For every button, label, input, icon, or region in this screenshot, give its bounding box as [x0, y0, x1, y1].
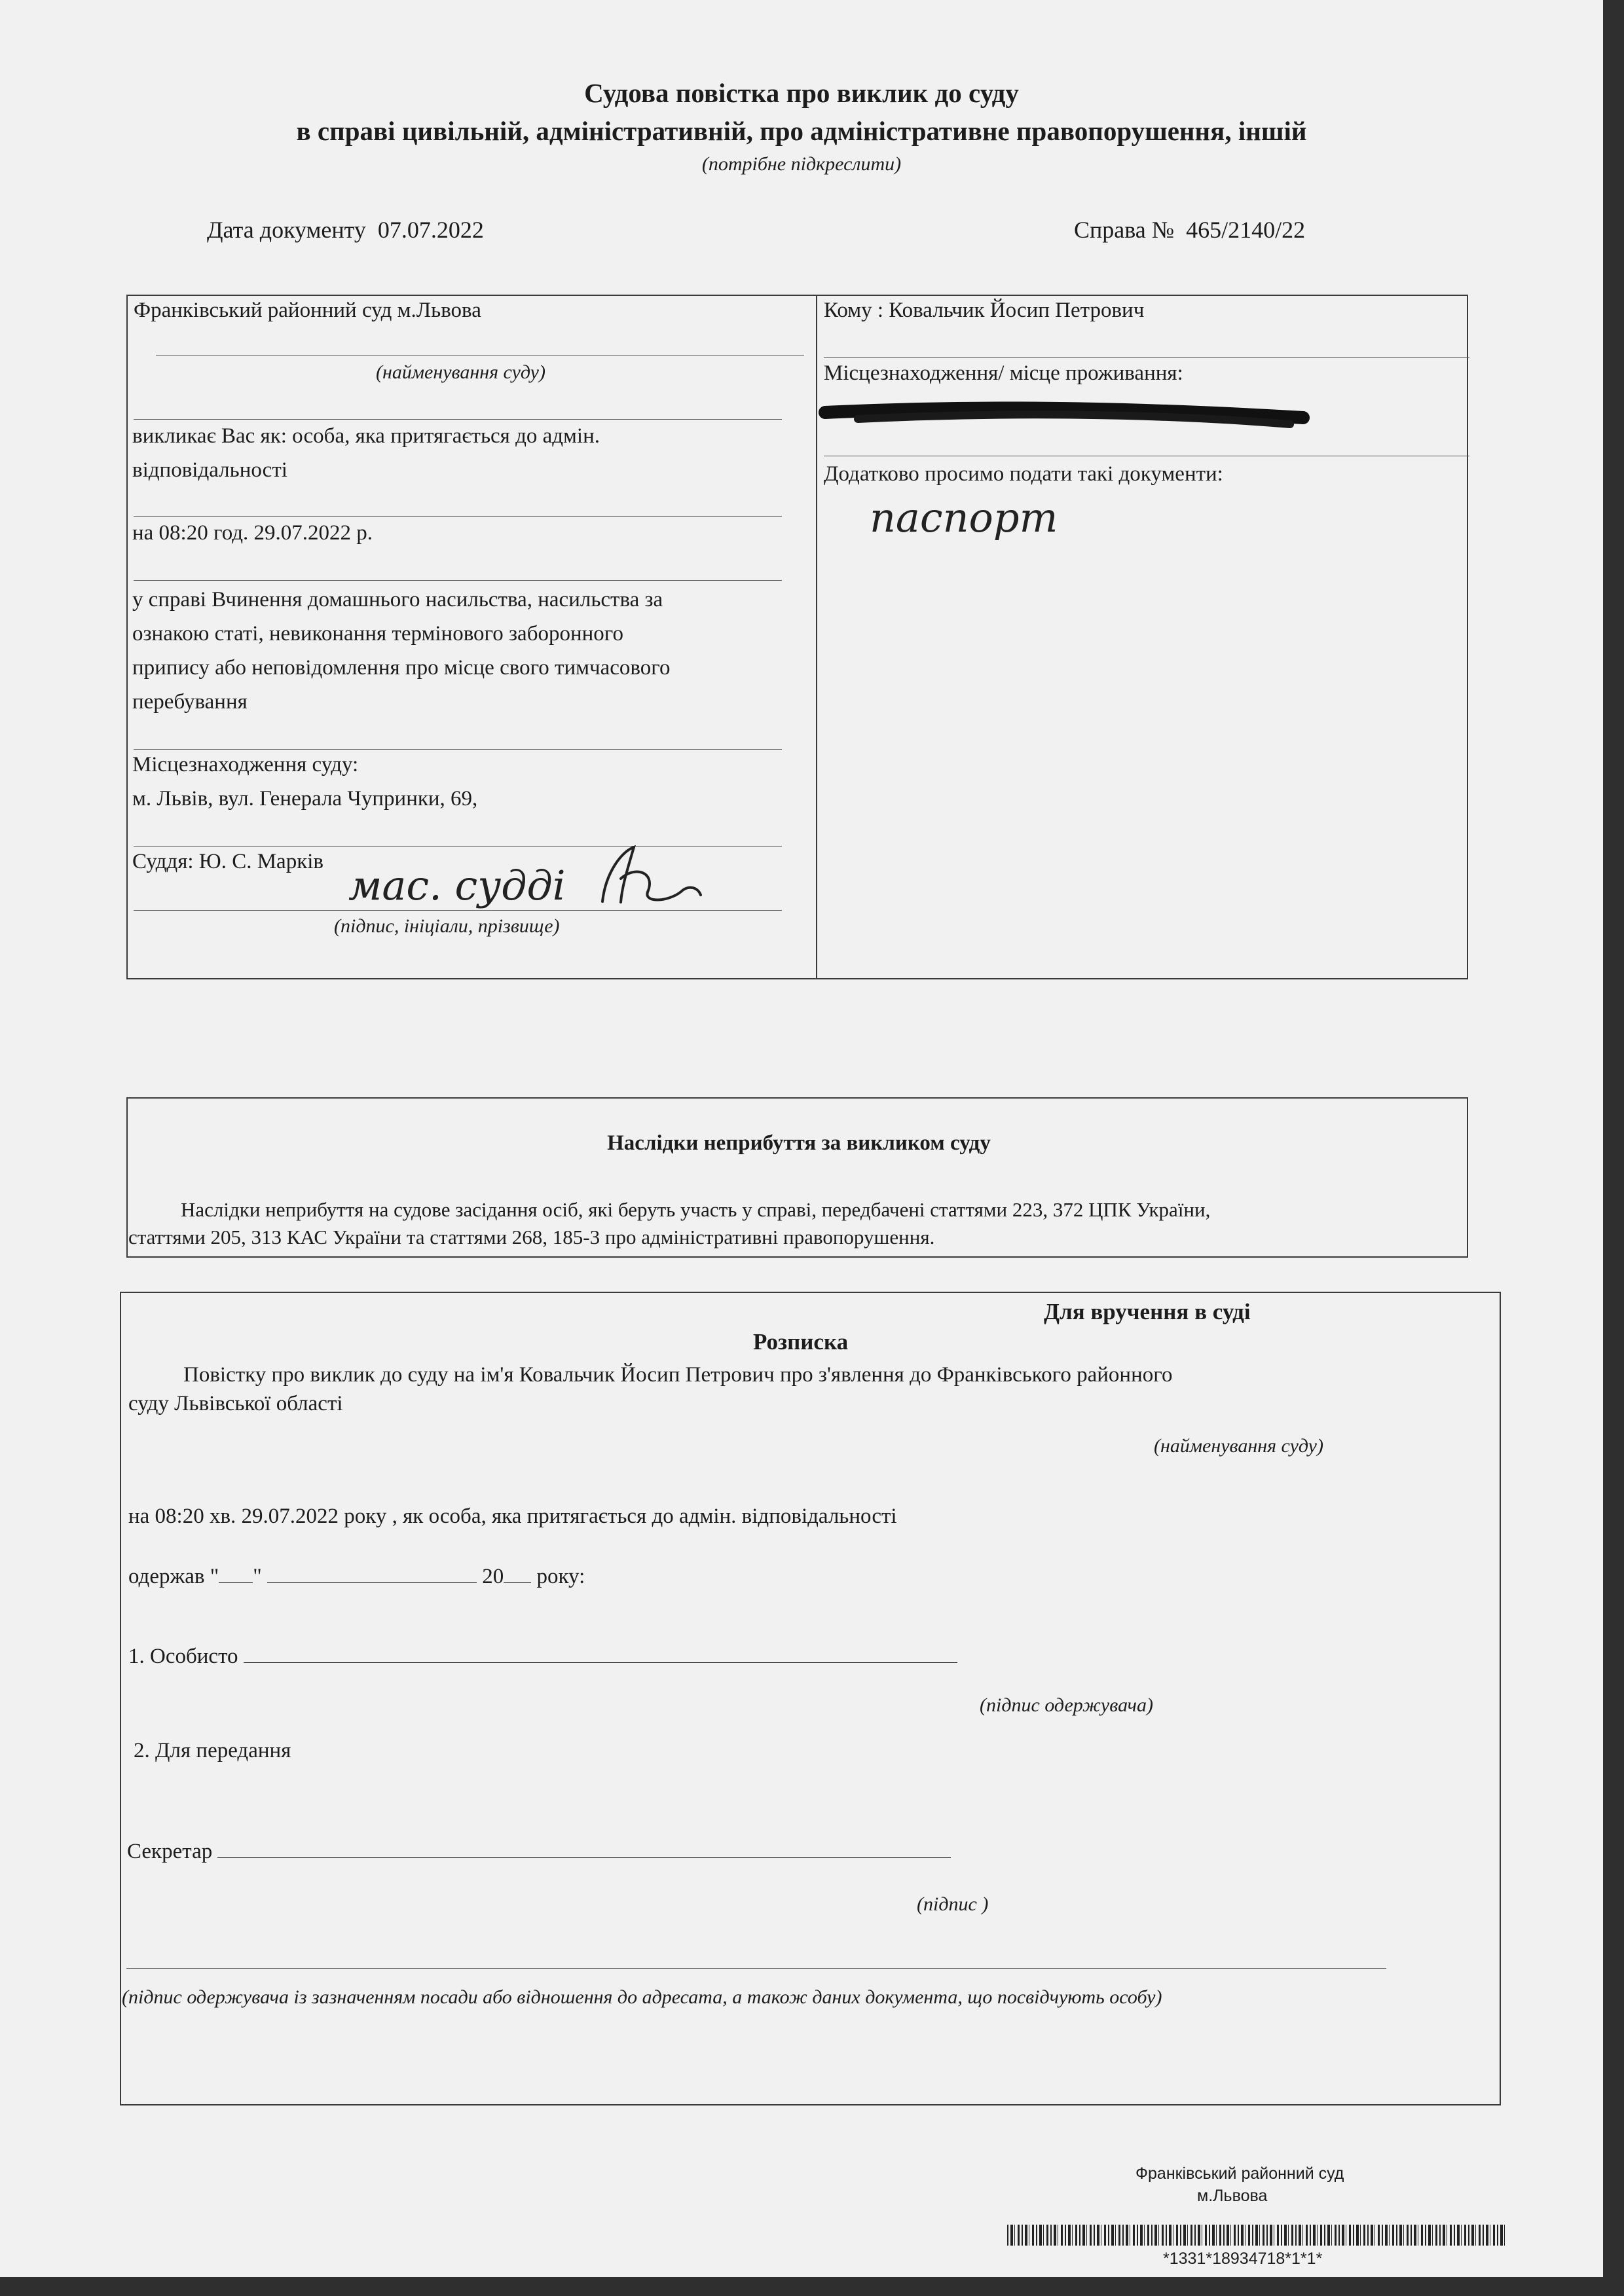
receipt-time-line: на 08:20 хв. 29.07.2022 року , як особа, яка притягається до адмін. відповідальності [128, 1504, 897, 1528]
document-subtitle: в справі цивільній, адміністративній, про адміністративне правопорушення, іншій [296, 116, 1307, 146]
court-caption: (найменування суду) [376, 361, 545, 383]
personally-line [128, 1645, 957, 1669]
case-number [1074, 216, 1305, 244]
case-label: Справа № [1074, 217, 1175, 243]
divider [134, 580, 782, 581]
received-suffix: року: [536, 1565, 585, 1588]
day-blank [219, 1582, 253, 1583]
secretary-label: Секретар [127, 1840, 213, 1863]
case-subject-line2: ознакою статі, невиконання термінового заборонного [132, 622, 624, 646]
month-blank [267, 1582, 477, 1583]
receipt-line2: суду Львівської області [128, 1392, 343, 1415]
court-name: Франківський районний суд м.Львова [134, 299, 481, 322]
court-location-label: Місцезнаходження суду: [132, 753, 359, 776]
case-subject-line3: припису або неповідомлення про місце свого тимчасового [132, 656, 671, 680]
footer-court-line2: м.Львова [1197, 2187, 1268, 2205]
date-label: Дата документу [207, 217, 366, 243]
recipient-name: Кому : Ковальчик Йосип Петрович [824, 299, 1145, 322]
judge-caption: (підпис, ініціали, прізвище) [334, 915, 560, 937]
divider [134, 419, 782, 420]
divider [126, 1968, 1386, 1969]
receipt-title: Розписка [753, 1329, 849, 1355]
title-note: (потрібне підкреслити) [701, 153, 902, 175]
date-value: 07.07.2022 [377, 217, 484, 243]
column-divider [816, 295, 817, 979]
received-prefix: одержав " [128, 1565, 219, 1588]
extra-docs-handwriting [864, 484, 1100, 556]
received-mid: " [253, 1565, 262, 1588]
footer-court-line1: Франківський районний суд [1135, 2164, 1344, 2183]
year-prefix: 20 [482, 1565, 504, 1588]
secretary-sign-caption: (підпис ) [917, 1893, 989, 1915]
document-date [207, 216, 484, 244]
year-blank [504, 1582, 531, 1583]
divider [824, 357, 1469, 358]
hearing-time: на 08:20 год. 29.07.2022 р. [132, 521, 373, 545]
for-court-label: Для вручення в суді [1044, 1299, 1251, 1324]
received-line [128, 1565, 585, 1589]
summon-as-line1: викликає Вас як: особа, яка притягається до адмін. [132, 424, 600, 448]
secretary-line [127, 1840, 951, 1864]
document-title: Судова повістка про виклик до суду [584, 78, 1019, 108]
divider [134, 516, 782, 517]
secretary-blank [217, 1857, 951, 1858]
item-personally: 1. Особисто [128, 1645, 238, 1668]
judge-signature-text: мас. судді [348, 862, 566, 909]
address-redaction [819, 393, 1316, 432]
judge-name: Суддя: Ю. С. Марків [132, 850, 323, 873]
personally-blank [244, 1662, 957, 1663]
barcode [1007, 2225, 1506, 2246]
consequences-text-line1: Наслідки неприбуття на судове засідання осіб, які беруть участь у справі, передбачені статтями 223, 372 ЦПК України, [181, 1198, 1211, 1221]
barcode-text: *1331*18934718*1*1* [1163, 2250, 1323, 2268]
court-address: м. Львів, вул. Генерала Чупринки, 69, [132, 787, 478, 811]
consequences-text-line2: статтями 205, 313 КАС України та статтями 268, 185-3 про адміністративні правопорушення. [128, 1226, 935, 1248]
extra-docs-handwriting-text: паспорт [870, 494, 1058, 541]
item-transfer: 2. Для передання [134, 1739, 291, 1762]
divider [134, 749, 782, 750]
judge-signature-scribble [602, 847, 701, 902]
divider [134, 910, 782, 911]
judge-signature [341, 839, 707, 924]
case-subject-line1: у справі Вчинення домашнього насильства, насильства за [132, 588, 663, 611]
receipt-line1: Повістку про виклик до суду на ім'я Ковальчик Йосип Петрович про з'явлення до Франківського районного [183, 1363, 1173, 1387]
consequences-title: Наслідки неприбуття за викликом суду [607, 1131, 991, 1155]
recipient-sign-caption: (підпис одержувача) [980, 1694, 1153, 1716]
case-value: 465/2140/22 [1186, 217, 1306, 243]
recipient-location-label: Місцезнаходження/ місце проживання: [824, 361, 1183, 385]
receipt-bottom-caption: (підпис одержувача із зазначенням посади або відношення до адресата, а також даних документа, що посвідчують особу) [122, 1986, 1162, 2008]
receipt-court-caption: (найменування суду) [1154, 1435, 1323, 1457]
summon-as-line2: відповідальності [132, 458, 287, 482]
extra-docs-label: Додатково просимо подати такі документи: [824, 462, 1223, 486]
case-subject-line4: перебування [132, 690, 248, 714]
